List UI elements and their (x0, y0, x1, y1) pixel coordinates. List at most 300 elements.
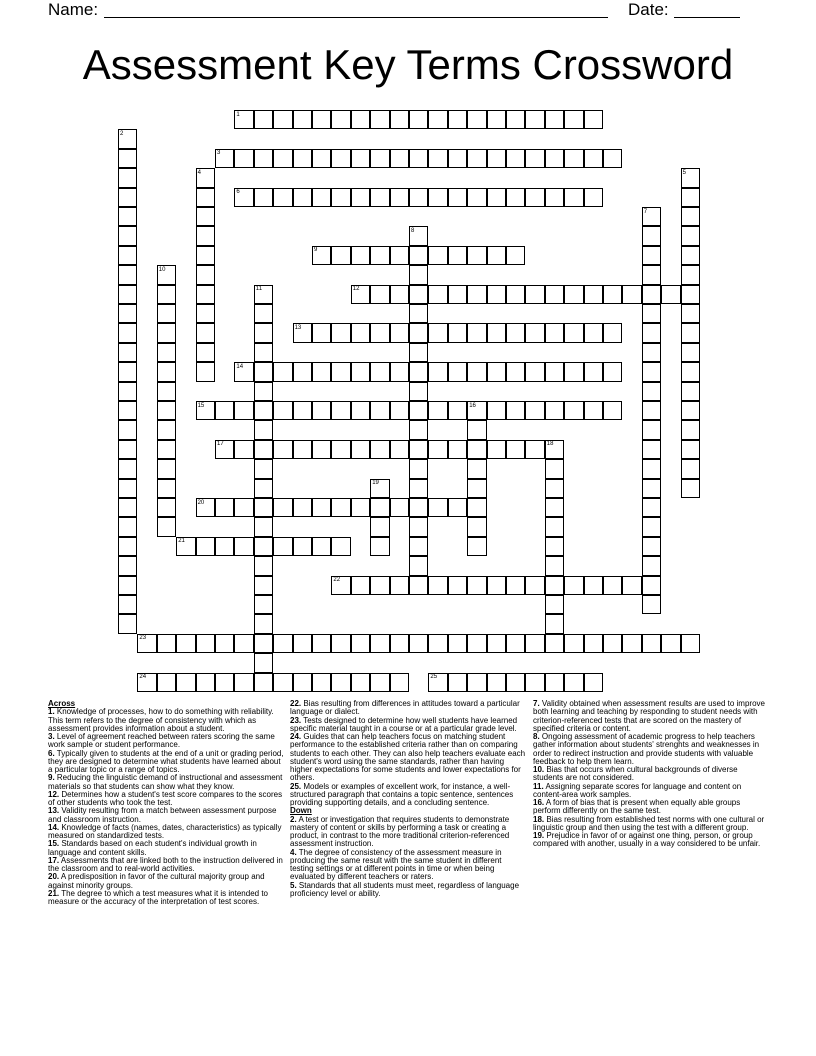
crossword-cell[interactable] (331, 498, 350, 517)
crossword-cell[interactable] (428, 149, 447, 168)
crossword-cell[interactable] (467, 110, 486, 129)
crossword-cell[interactable] (448, 673, 467, 692)
crossword-cell[interactable] (234, 634, 253, 653)
crossword-cell[interactable] (409, 265, 428, 284)
crossword-cell[interactable] (370, 362, 389, 381)
crossword-cell[interactable] (642, 382, 661, 401)
crossword-cell[interactable] (312, 110, 331, 129)
crossword-cell[interactable] (409, 149, 428, 168)
crossword-cell[interactable] (331, 362, 350, 381)
crossword-cell[interactable] (331, 401, 350, 420)
crossword-cell[interactable] (118, 401, 137, 420)
crossword-cell[interactable] (118, 459, 137, 478)
crossword-cell[interactable] (331, 440, 350, 459)
crossword-cell[interactable] (448, 440, 467, 459)
crossword-cell[interactable] (234, 537, 253, 556)
crossword-cell[interactable] (118, 614, 137, 633)
crossword-cell[interactable] (390, 401, 409, 420)
crossword-cell[interactable] (273, 149, 292, 168)
crossword-cell[interactable] (448, 285, 467, 304)
crossword-cell[interactable] (390, 149, 409, 168)
crossword-cell[interactable] (487, 188, 506, 207)
crossword-cell[interactable] (681, 440, 700, 459)
crossword-cell[interactable] (642, 401, 661, 420)
crossword-cell[interactable] (215, 634, 234, 653)
crossword-cell[interactable] (681, 304, 700, 323)
crossword-cell[interactable] (254, 595, 273, 614)
crossword-cell[interactable] (622, 285, 641, 304)
crossword-cell[interactable] (584, 673, 603, 692)
crossword-cell[interactable] (564, 362, 583, 381)
crossword-cell[interactable] (312, 498, 331, 517)
crossword-cell[interactable] (622, 576, 641, 595)
crossword-cell[interactable] (681, 382, 700, 401)
crossword-cell[interactable] (487, 110, 506, 129)
crossword-cell[interactable] (545, 285, 564, 304)
crossword-cell[interactable] (157, 285, 176, 304)
crossword-cell[interactable] (409, 343, 428, 362)
crossword-cell[interactable] (448, 246, 467, 265)
crossword-cell[interactable] (642, 362, 661, 381)
crossword-cell[interactable] (254, 362, 273, 381)
crossword-cell[interactable] (370, 537, 389, 556)
crossword-cell[interactable] (254, 110, 273, 129)
crossword-cell[interactable] (642, 285, 661, 304)
crossword-cell[interactable] (157, 479, 176, 498)
crossword-cell[interactable] (293, 401, 312, 420)
crossword-cell[interactable] (390, 440, 409, 459)
crossword-cell[interactable] (273, 498, 292, 517)
crossword-cell[interactable] (370, 323, 389, 342)
crossword-cell[interactable] (409, 382, 428, 401)
crossword-cell[interactable] (428, 246, 447, 265)
crossword-cell[interactable] (157, 673, 176, 692)
crossword-cell[interactable] (196, 246, 215, 265)
crossword-cell[interactable] (409, 188, 428, 207)
crossword-cell[interactable] (545, 149, 564, 168)
crossword-cell[interactable] (428, 401, 447, 420)
crossword-cell[interactable] (428, 576, 447, 595)
crossword-cell[interactable] (642, 479, 661, 498)
crossword-cell[interactable] (681, 285, 700, 304)
crossword-cell[interactable] (273, 401, 292, 420)
crossword-cell[interactable] (351, 634, 370, 653)
crossword-cell[interactable] (681, 362, 700, 381)
crossword-cell[interactable] (487, 634, 506, 653)
crossword-cell[interactable] (487, 362, 506, 381)
crossword-cell[interactable] (409, 576, 428, 595)
crossword-cell[interactable] (273, 362, 292, 381)
crossword-cell[interactable] (196, 537, 215, 556)
crossword-cell[interactable] (293, 634, 312, 653)
crossword-cell[interactable] (254, 459, 273, 478)
crossword-cell[interactable] (409, 479, 428, 498)
crossword-cell[interactable] (448, 323, 467, 342)
crossword-cell[interactable] (409, 246, 428, 265)
crossword-cell[interactable] (545, 110, 564, 129)
crossword-cell[interactable] (642, 634, 661, 653)
crossword-cell[interactable] (525, 673, 544, 692)
crossword-cell[interactable] (428, 362, 447, 381)
crossword-cell[interactable] (370, 110, 389, 129)
crossword-cell[interactable] (196, 304, 215, 323)
crossword-cell[interactable] (467, 673, 486, 692)
crossword-cell[interactable] (584, 362, 603, 381)
crossword-cell[interactable] (254, 304, 273, 323)
crossword-cell[interactable] (215, 673, 234, 692)
crossword-cell[interactable] (545, 323, 564, 342)
crossword-cell[interactable] (118, 420, 137, 439)
crossword-cell[interactable] (370, 285, 389, 304)
crossword-cell[interactable] (370, 401, 389, 420)
crossword-cell[interactable] (642, 517, 661, 536)
crossword-cell[interactable] (196, 634, 215, 653)
crossword-cell[interactable] (564, 576, 583, 595)
crossword-cell[interactable] (584, 634, 603, 653)
crossword-cell[interactable] (448, 576, 467, 595)
crossword-cell[interactable] (351, 401, 370, 420)
crossword-cell[interactable] (428, 440, 447, 459)
crossword-cell[interactable] (661, 285, 680, 304)
crossword-cell[interactable] (661, 634, 680, 653)
crossword-cell[interactable] (215, 498, 234, 517)
crossword-cell[interactable] (312, 362, 331, 381)
crossword-cell[interactable] (118, 207, 137, 226)
crossword-cell[interactable] (409, 440, 428, 459)
crossword-cell[interactable] (118, 595, 137, 614)
crossword-cell[interactable] (254, 479, 273, 498)
crossword-cell[interactable] (642, 556, 661, 575)
crossword-cell[interactable] (681, 265, 700, 284)
crossword-cell[interactable] (157, 420, 176, 439)
crossword-cell[interactable] (545, 498, 564, 517)
crossword-cell[interactable] (312, 673, 331, 692)
crossword-cell[interactable] (390, 285, 409, 304)
crossword-cell[interactable] (467, 517, 486, 536)
crossword-cell[interactable] (118, 285, 137, 304)
crossword-cell[interactable] (234, 149, 253, 168)
crossword-cell[interactable] (525, 149, 544, 168)
crossword-cell[interactable] (273, 440, 292, 459)
crossword-cell[interactable] (254, 517, 273, 536)
crossword-cell[interactable] (176, 673, 195, 692)
crossword-cell[interactable] (467, 498, 486, 517)
crossword-cell[interactable] (254, 653, 273, 672)
crossword-cell[interactable] (254, 537, 273, 556)
crossword-cell[interactable] (370, 149, 389, 168)
crossword-cell[interactable] (312, 188, 331, 207)
crossword-cell[interactable] (506, 323, 525, 342)
crossword-cell[interactable] (584, 285, 603, 304)
crossword-cell[interactable] (584, 110, 603, 129)
crossword-cell[interactable] (467, 149, 486, 168)
crossword-cell[interactable] (545, 595, 564, 614)
crossword-cell[interactable] (254, 673, 273, 692)
crossword-cell[interactable] (603, 401, 622, 420)
crossword-cell[interactable] (234, 401, 253, 420)
crossword-cell[interactable] (642, 459, 661, 478)
crossword-cell[interactable] (118, 498, 137, 517)
crossword-cell[interactable] (254, 401, 273, 420)
crossword-cell[interactable] (584, 401, 603, 420)
crossword-cell[interactable] (118, 168, 137, 187)
crossword-cell[interactable] (293, 673, 312, 692)
crossword-cell[interactable] (312, 323, 331, 342)
crossword-cell[interactable] (506, 576, 525, 595)
crossword-cell[interactable] (351, 188, 370, 207)
crossword-cell[interactable] (545, 556, 564, 575)
crossword-cell[interactable] (564, 401, 583, 420)
crossword-cell[interactable] (370, 517, 389, 536)
crossword-cell[interactable] (564, 110, 583, 129)
crossword-cell[interactable] (525, 188, 544, 207)
crossword-cell[interactable] (681, 459, 700, 478)
crossword-cell[interactable] (118, 576, 137, 595)
crossword-cell[interactable] (564, 323, 583, 342)
crossword-cell[interactable] (525, 401, 544, 420)
crossword-cell[interactable] (506, 634, 525, 653)
crossword-cell[interactable] (506, 673, 525, 692)
crossword-cell[interactable] (409, 362, 428, 381)
crossword-cell[interactable] (642, 343, 661, 362)
crossword-cell[interactable] (487, 673, 506, 692)
crossword-cell[interactable] (312, 440, 331, 459)
crossword-cell[interactable] (409, 285, 428, 304)
crossword-cell[interactable] (331, 673, 350, 692)
crossword-cell[interactable] (254, 420, 273, 439)
crossword-cell[interactable] (351, 149, 370, 168)
crossword-cell[interactable] (448, 634, 467, 653)
crossword-cell[interactable] (487, 149, 506, 168)
crossword-cell[interactable] (254, 188, 273, 207)
crossword-cell[interactable] (370, 576, 389, 595)
crossword-cell[interactable] (273, 537, 292, 556)
crossword-cell[interactable] (293, 537, 312, 556)
crossword-cell[interactable] (506, 246, 525, 265)
crossword-cell[interactable] (312, 149, 331, 168)
crossword-cell[interactable] (681, 226, 700, 245)
crossword-cell[interactable] (603, 576, 622, 595)
crossword-cell[interactable] (118, 479, 137, 498)
crossword-cell[interactable] (545, 362, 564, 381)
crossword-cell[interactable] (331, 149, 350, 168)
crossword-cell[interactable] (428, 323, 447, 342)
crossword-cell[interactable] (506, 285, 525, 304)
crossword-cell[interactable] (584, 149, 603, 168)
crossword-cell[interactable] (564, 285, 583, 304)
crossword-cell[interactable] (448, 110, 467, 129)
crossword-cell[interactable] (564, 673, 583, 692)
crossword-cell[interactable] (428, 634, 447, 653)
crossword-cell[interactable] (118, 517, 137, 536)
crossword-cell[interactable] (564, 188, 583, 207)
crossword-cell[interactable] (409, 556, 428, 575)
crossword-cell[interactable] (196, 323, 215, 342)
crossword-cell[interactable] (351, 362, 370, 381)
crossword-cell[interactable] (506, 362, 525, 381)
crossword-cell[interactable] (681, 479, 700, 498)
crossword-cell[interactable] (118, 343, 137, 362)
crossword-cell[interactable] (370, 188, 389, 207)
crossword-cell[interactable] (293, 498, 312, 517)
crossword-cell[interactable] (487, 401, 506, 420)
crossword-cell[interactable] (642, 498, 661, 517)
crossword-cell[interactable] (273, 634, 292, 653)
crossword-cell[interactable] (506, 149, 525, 168)
crossword-cell[interactable] (545, 459, 564, 478)
crossword-cell[interactable] (681, 323, 700, 342)
crossword-cell[interactable] (603, 362, 622, 381)
crossword-cell[interactable] (487, 576, 506, 595)
crossword-cell[interactable] (545, 188, 564, 207)
crossword-cell[interactable] (409, 537, 428, 556)
crossword-cell[interactable] (467, 537, 486, 556)
crossword-cell[interactable] (331, 537, 350, 556)
crossword-cell[interactable] (545, 576, 564, 595)
crossword-cell[interactable] (293, 149, 312, 168)
crossword-cell[interactable] (642, 537, 661, 556)
crossword-cell[interactable] (196, 265, 215, 284)
crossword-cell[interactable] (351, 673, 370, 692)
crossword-cell[interactable] (409, 323, 428, 342)
crossword-cell[interactable] (390, 246, 409, 265)
crossword-cell[interactable] (681, 188, 700, 207)
crossword-cell[interactable] (390, 634, 409, 653)
crossword-cell[interactable] (351, 246, 370, 265)
crossword-cell[interactable] (196, 673, 215, 692)
crossword-cell[interactable] (681, 207, 700, 226)
crossword-cell[interactable] (196, 207, 215, 226)
crossword-cell[interactable] (118, 362, 137, 381)
crossword-cell[interactable] (681, 246, 700, 265)
crossword-cell[interactable] (642, 595, 661, 614)
crossword-cell[interactable] (681, 401, 700, 420)
crossword-cell[interactable] (273, 188, 292, 207)
crossword-cell[interactable] (409, 517, 428, 536)
crossword-cell[interactable] (545, 634, 564, 653)
crossword-cell[interactable] (428, 188, 447, 207)
crossword-cell[interactable] (467, 285, 486, 304)
crossword-cell[interactable] (370, 498, 389, 517)
crossword-cell[interactable] (390, 188, 409, 207)
crossword-cell[interactable] (467, 479, 486, 498)
crossword-cell[interactable] (467, 634, 486, 653)
crossword-cell[interactable] (118, 537, 137, 556)
crossword-cell[interactable] (603, 634, 622, 653)
crossword-cell[interactable] (506, 401, 525, 420)
crossword-cell[interactable] (506, 440, 525, 459)
crossword-cell[interactable] (196, 188, 215, 207)
crossword-cell[interactable] (196, 362, 215, 381)
crossword-cell[interactable] (254, 343, 273, 362)
crossword-cell[interactable] (254, 149, 273, 168)
crossword-cell[interactable] (351, 440, 370, 459)
crossword-cell[interactable] (196, 285, 215, 304)
crossword-cell[interactable] (506, 110, 525, 129)
crossword-cell[interactable] (196, 343, 215, 362)
crossword-cell[interactable] (487, 323, 506, 342)
crossword-cell[interactable] (293, 362, 312, 381)
crossword-cell[interactable] (428, 285, 447, 304)
crossword-cell[interactable] (331, 110, 350, 129)
crossword-cell[interactable] (642, 265, 661, 284)
crossword-cell[interactable] (351, 576, 370, 595)
crossword-cell[interactable] (331, 188, 350, 207)
crossword-cell[interactable] (525, 634, 544, 653)
crossword-cell[interactable] (622, 634, 641, 653)
crossword-cell[interactable] (603, 323, 622, 342)
crossword-cell[interactable] (564, 149, 583, 168)
crossword-cell[interactable] (390, 362, 409, 381)
crossword-cell[interactable] (118, 440, 137, 459)
crossword-cell[interactable] (157, 459, 176, 478)
crossword-cell[interactable] (390, 110, 409, 129)
crossword-cell[interactable] (525, 285, 544, 304)
crossword-cell[interactable] (603, 285, 622, 304)
crossword-cell[interactable] (351, 498, 370, 517)
crossword-cell[interactable] (428, 110, 447, 129)
crossword-cell[interactable] (118, 188, 137, 207)
crossword-cell[interactable] (467, 459, 486, 478)
crossword-cell[interactable] (467, 323, 486, 342)
crossword-cell[interactable] (409, 304, 428, 323)
crossword-cell[interactable] (312, 401, 331, 420)
crossword-cell[interactable] (506, 188, 525, 207)
crossword-cell[interactable] (584, 323, 603, 342)
crossword-cell[interactable] (467, 188, 486, 207)
crossword-cell[interactable] (196, 226, 215, 245)
crossword-cell[interactable] (351, 110, 370, 129)
crossword-cell[interactable] (681, 420, 700, 439)
crossword-cell[interactable] (642, 440, 661, 459)
crossword-cell[interactable] (370, 673, 389, 692)
crossword-cell[interactable] (487, 246, 506, 265)
crossword-cell[interactable] (467, 246, 486, 265)
crossword-cell[interactable] (118, 323, 137, 342)
crossword-cell[interactable] (584, 188, 603, 207)
crossword-cell[interactable] (234, 498, 253, 517)
crossword-cell[interactable] (118, 556, 137, 575)
crossword-cell[interactable] (448, 149, 467, 168)
crossword-cell[interactable] (254, 556, 273, 575)
crossword-cell[interactable] (118, 265, 137, 284)
crossword-cell[interactable] (448, 498, 467, 517)
crossword-cell[interactable] (118, 304, 137, 323)
crossword-cell[interactable] (448, 188, 467, 207)
crossword-cell[interactable] (293, 440, 312, 459)
crossword-cell[interactable] (642, 226, 661, 245)
crossword-cell[interactable] (157, 440, 176, 459)
crossword-cell[interactable] (467, 440, 486, 459)
crossword-cell[interactable] (370, 246, 389, 265)
crossword-cell[interactable] (448, 362, 467, 381)
crossword-cell[interactable] (157, 362, 176, 381)
crossword-cell[interactable] (642, 420, 661, 439)
crossword-cell[interactable] (157, 382, 176, 401)
crossword-cell[interactable] (254, 576, 273, 595)
crossword-cell[interactable] (176, 634, 195, 653)
crossword-cell[interactable] (525, 110, 544, 129)
crossword-cell[interactable] (564, 634, 583, 653)
crossword-cell[interactable] (351, 323, 370, 342)
crossword-cell[interactable] (584, 576, 603, 595)
crossword-cell[interactable] (525, 576, 544, 595)
crossword-cell[interactable] (215, 537, 234, 556)
crossword-cell[interactable] (390, 498, 409, 517)
crossword-cell[interactable] (234, 440, 253, 459)
crossword-cell[interactable] (331, 634, 350, 653)
crossword-cell[interactable] (525, 440, 544, 459)
